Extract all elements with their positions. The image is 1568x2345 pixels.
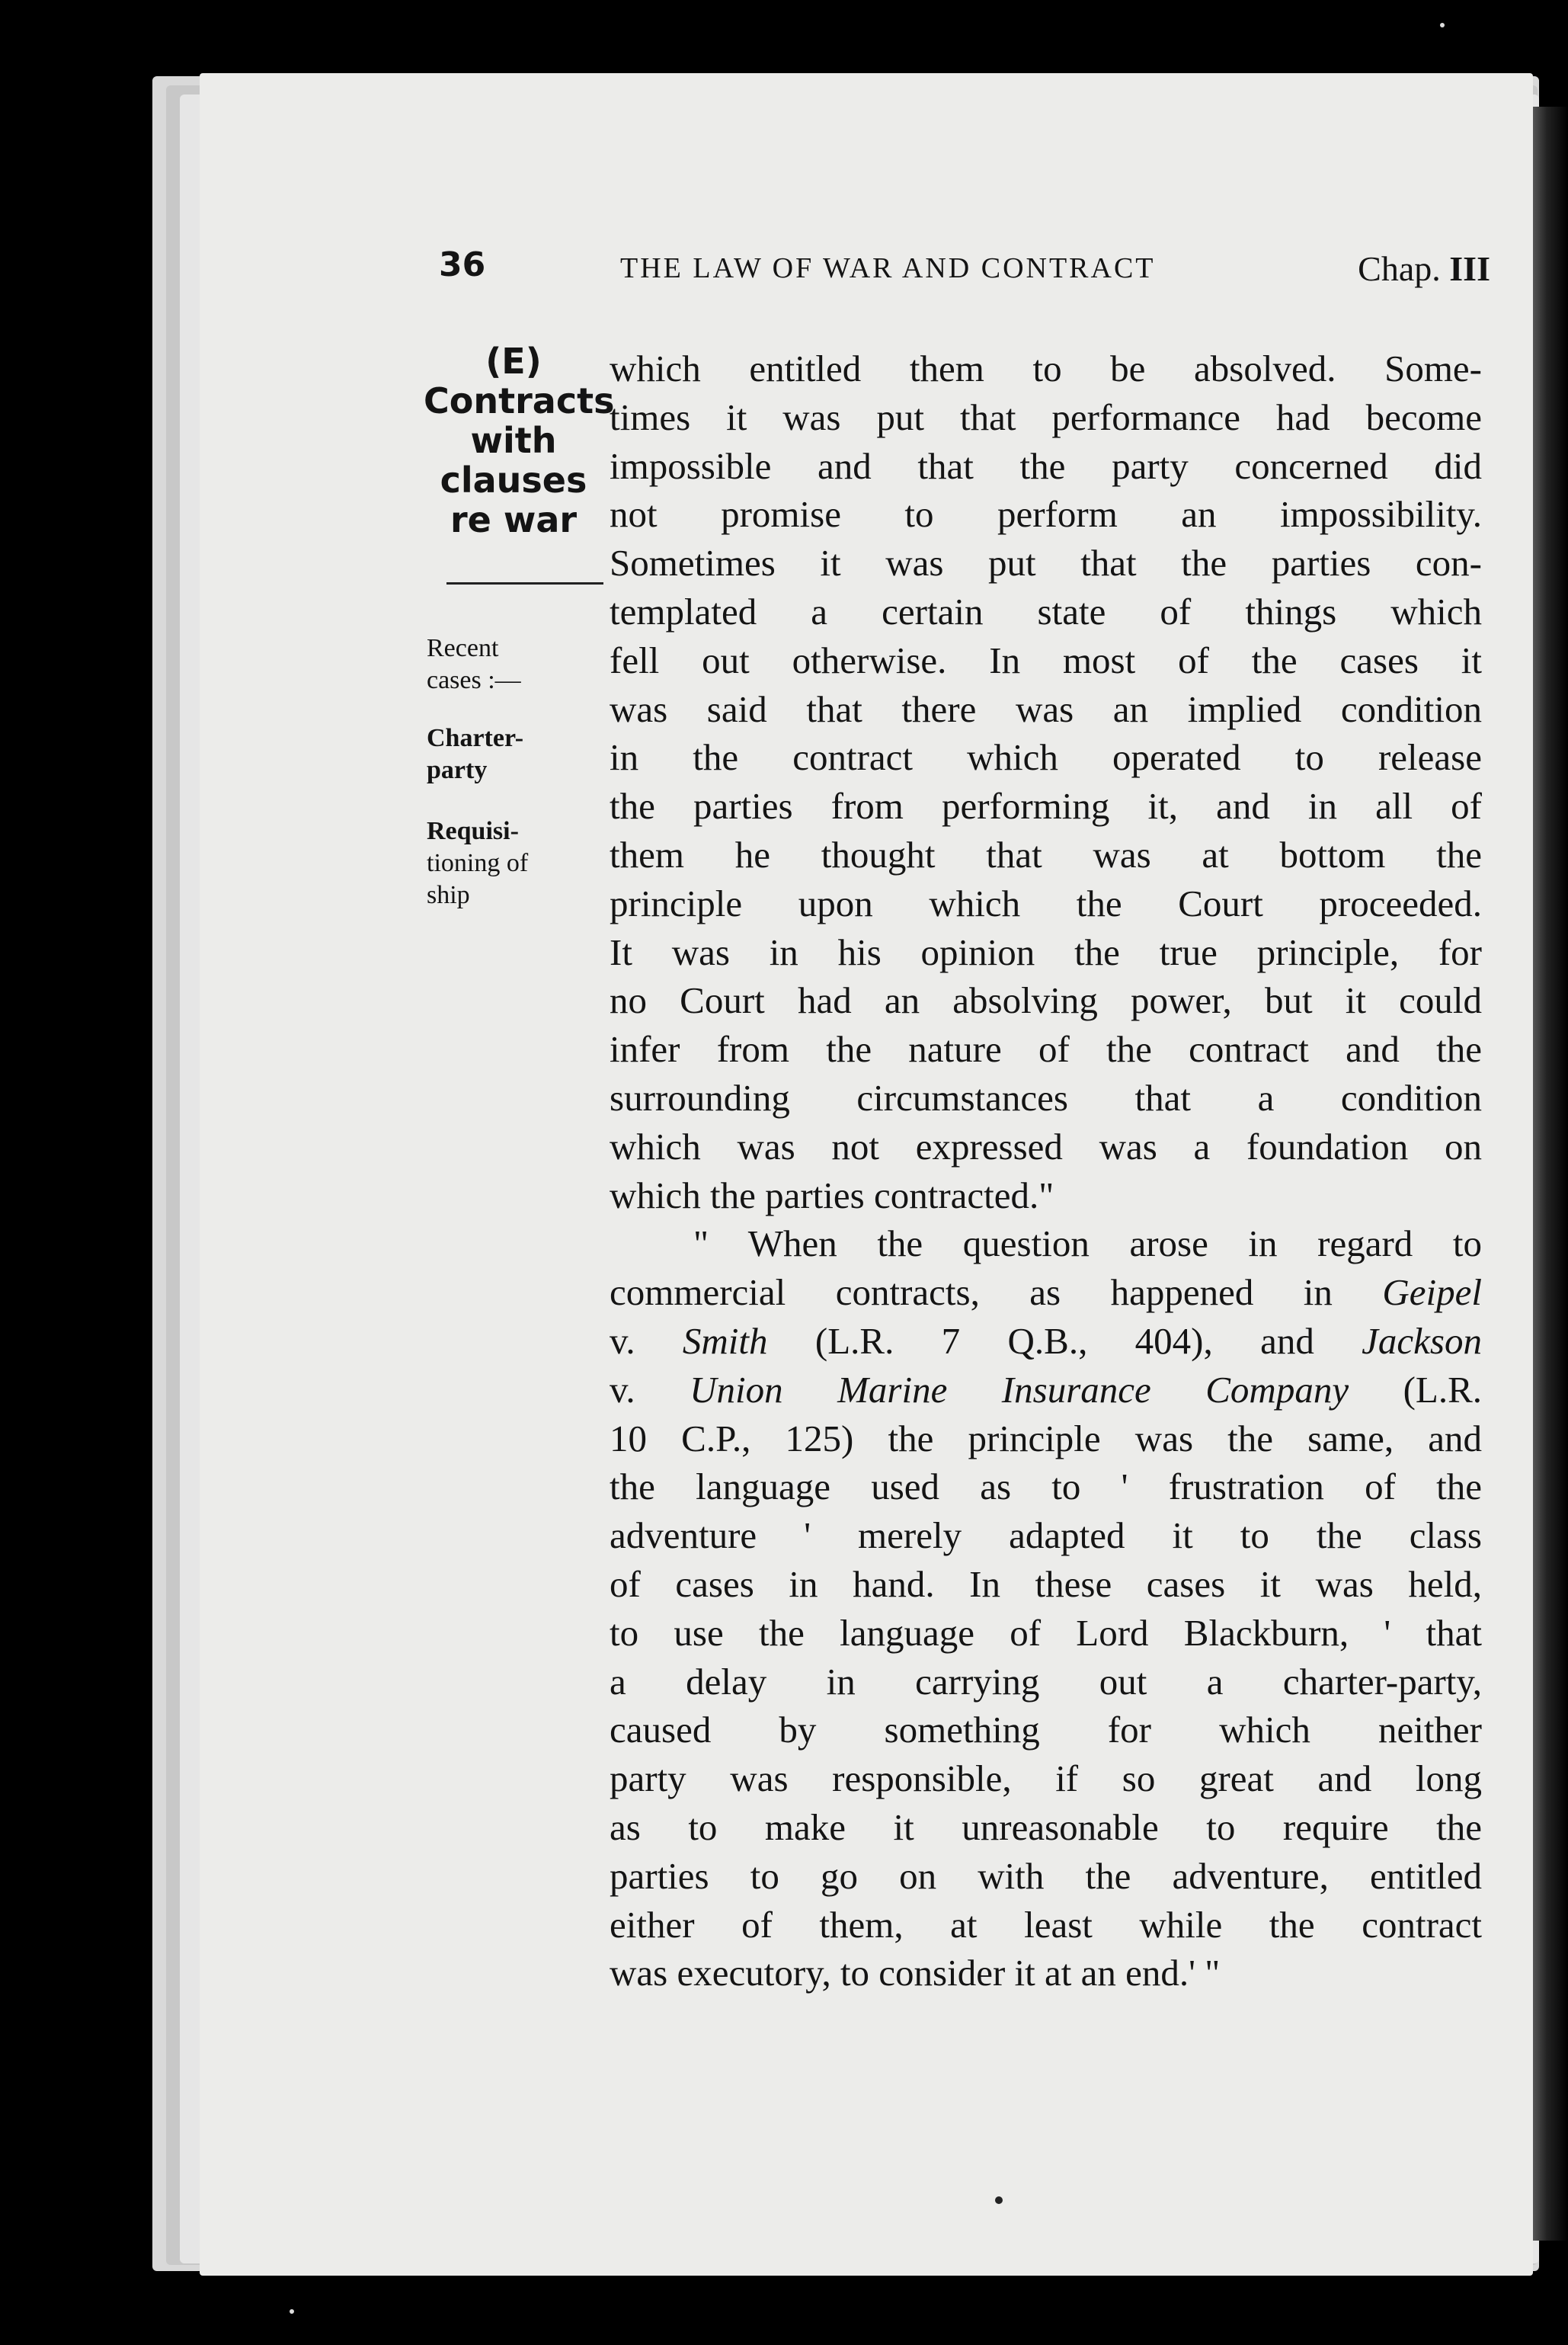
page-number: 36 bbox=[439, 245, 486, 284]
dust-speck bbox=[1440, 23, 1445, 27]
margin-rule bbox=[446, 582, 603, 585]
text-line: It was in his opinion the true principle, for bbox=[610, 931, 1482, 973]
text-line: the language used as to ' frustration of the bbox=[610, 1466, 1482, 1508]
text-line: commercial contracts, as happened in Geipel bbox=[610, 1271, 1482, 1314]
text-line: 10 C.P., 125) the principle was the same, and bbox=[610, 1417, 1482, 1459]
margin-heading bbox=[424, 341, 615, 540]
text-line: v. Union Marine Insurance Company (L.R. bbox=[610, 1368, 1483, 1411]
ink-dot bbox=[995, 2196, 1003, 2204]
text-line: a delay in carrying out a charter-party, bbox=[610, 1660, 1482, 1703]
side-note-line: ship bbox=[427, 881, 470, 909]
side-note-line: Recent bbox=[427, 634, 499, 662]
text-line: which entitled them to be absolved. Some- bbox=[610, 348, 1482, 389]
chapter-label: Chap. III bbox=[1358, 249, 1490, 288]
text-line: fell out otherwise. In most of the cases it bbox=[610, 639, 1482, 681]
running-title: THE LAW OF WAR AND CONTRACT bbox=[620, 252, 1156, 284]
text-line: which the parties contracted." bbox=[610, 1174, 1054, 1216]
text-line: times it was put that performance had become bbox=[610, 396, 1482, 438]
text-line: impossible and that the party concerned did bbox=[610, 444, 1482, 487]
text-line: them he thought that was at bottom the bbox=[610, 833, 1482, 876]
running-header bbox=[439, 245, 1490, 299]
page-edge-shadow bbox=[1533, 107, 1568, 2241]
side-note-line: party bbox=[427, 756, 488, 784]
text-line: templated a certain state of things which bbox=[610, 590, 1482, 633]
margin-heading-line: clauses bbox=[440, 460, 587, 501]
margin-heading-line: with bbox=[470, 420, 557, 461]
text-line: " When the question arose in regard to bbox=[693, 1222, 1482, 1265]
chapter-number: III bbox=[1449, 249, 1490, 288]
text-line: either of them, at least while the contract bbox=[610, 1903, 1482, 1946]
text-line: caused by something for which neither bbox=[610, 1709, 1482, 1751]
text-line: no Court had an absolving power, but it could bbox=[610, 979, 1482, 1022]
text-line: of cases in hand. In these cases it was held, bbox=[610, 1562, 1482, 1605]
side-note-requisitioning bbox=[427, 815, 594, 911]
case-name: Smith bbox=[682, 1319, 768, 1362]
text-line: not promise to perform an impossibility. bbox=[610, 493, 1482, 536]
case-name: Union Marine Insurance Company bbox=[690, 1368, 1349, 1411]
side-note-line: Requisi- bbox=[427, 817, 519, 845]
text-line: v. Smith (L.R. 7 Q.B., 404), and Jackson bbox=[610, 1319, 1482, 1362]
margin-heading-line: Contracts bbox=[424, 380, 615, 421]
side-note-recent-cases bbox=[427, 633, 594, 697]
side-note-charter-party bbox=[427, 722, 594, 786]
text-line: surrounding circumstances that a condition bbox=[610, 1076, 1482, 1119]
side-note-line: Charter- bbox=[427, 724, 524, 752]
text-line: to use the language of Lord Blackburn, ' that bbox=[610, 1611, 1482, 1654]
case-name: Jackson bbox=[1362, 1319, 1482, 1362]
text-line: the parties from performing it, and in all of bbox=[610, 785, 1482, 828]
margin-heading-line: (E) bbox=[485, 341, 542, 382]
side-note-line: tioning of bbox=[427, 849, 529, 877]
text-line: in the contract which operated to release bbox=[610, 736, 1482, 779]
text-line: Sometimes it was put that the parties con- bbox=[610, 542, 1482, 585]
text-line: parties to go on with the adventure, entitled bbox=[610, 1854, 1482, 1897]
text-line: adventure ' merely adapted it to the class bbox=[610, 1514, 1482, 1557]
text-line: infer from the nature of the contract and the bbox=[610, 1028, 1482, 1071]
text-line: which was not expressed was a foundation on bbox=[610, 1125, 1482, 1168]
body-text bbox=[610, 344, 1482, 1997]
text-line: as to make it unreasonable to require the bbox=[610, 1805, 1482, 1848]
dust-speck bbox=[290, 2309, 294, 2314]
case-name: Geipel bbox=[1382, 1271, 1482, 1314]
side-note-line: cases :— bbox=[427, 666, 521, 694]
text-line: principle upon which the Court proceeded. bbox=[610, 882, 1482, 924]
text-line: party was responsible, if so great and long bbox=[610, 1757, 1482, 1800]
margin-heading-line: re war bbox=[450, 499, 578, 540]
text-line: was executory, to consider it at an end.' " bbox=[610, 1952, 1221, 1994]
text-line: was said that there was an implied condition bbox=[610, 687, 1482, 730]
